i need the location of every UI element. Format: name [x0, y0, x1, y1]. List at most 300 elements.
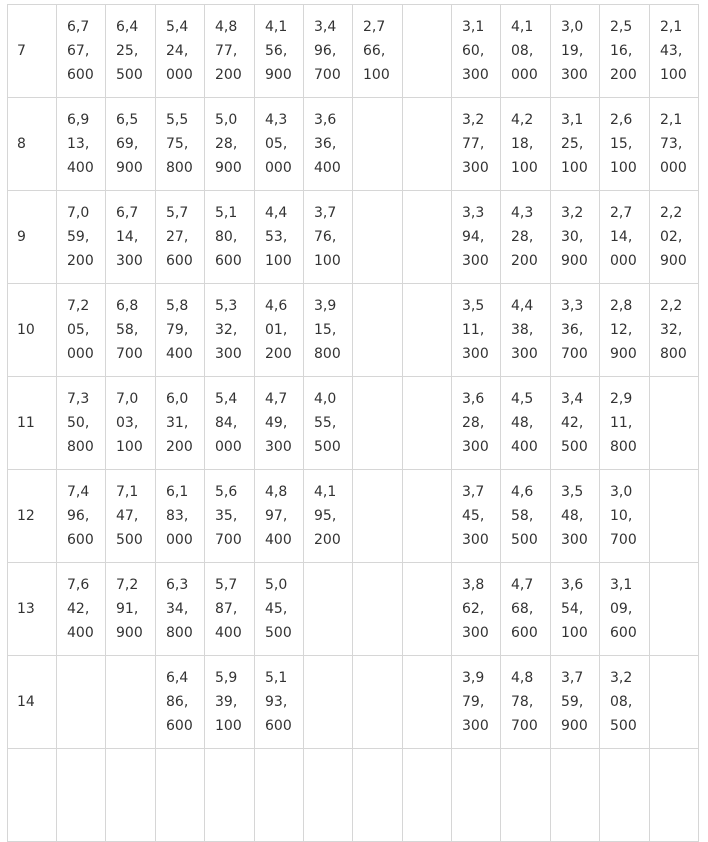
table-cell	[156, 284, 205, 377]
cell-value	[116, 573, 155, 645]
cell-value-line: 400	[67, 160, 94, 176]
table-cell	[600, 656, 650, 749]
cell-value-line: 78,	[511, 694, 534, 710]
cell-value	[265, 201, 303, 273]
cell-value-line: 500	[116, 67, 143, 83]
cell-value-line: 28,	[511, 229, 534, 245]
cell-value-line: 7,2	[67, 298, 90, 314]
cell-value-line: 47,	[116, 508, 139, 524]
row-label: 8	[8, 98, 57, 191]
table-cell	[600, 98, 650, 191]
table-cell	[255, 749, 304, 842]
cell-value	[462, 666, 500, 738]
table-cell	[501, 470, 551, 563]
cell-value-line: 200	[314, 532, 341, 548]
cell-value	[166, 15, 204, 87]
table-cell	[205, 98, 255, 191]
cell-value-line: 200	[610, 67, 637, 83]
cell-value-line: 3,1	[561, 112, 584, 128]
row-label: 10	[8, 284, 57, 377]
cell-value	[561, 15, 599, 87]
cell-value	[215, 480, 254, 552]
cell-value-line: 32,	[660, 322, 683, 338]
table-cell	[551, 5, 600, 98]
cell-value	[314, 480, 352, 552]
cell-value-line: 400	[265, 532, 292, 548]
cell-value-line: 11,	[610, 415, 633, 431]
cell-value-line: 2,9	[610, 391, 633, 407]
cell-value-line: 300	[462, 253, 489, 269]
table-cell	[353, 470, 403, 563]
cell-value	[462, 108, 500, 180]
cell-value-line: 56,	[265, 43, 288, 59]
table-cell	[551, 377, 600, 470]
cell-value	[660, 108, 698, 180]
cell-value	[215, 201, 254, 273]
table-cell	[551, 656, 600, 749]
cell-value-line: 3,5	[462, 298, 485, 314]
cell-value	[660, 15, 698, 87]
cell-value	[511, 201, 550, 273]
table-cell	[255, 656, 304, 749]
cell-value-line: 3,9	[462, 670, 485, 686]
table-cell	[501, 284, 551, 377]
cell-value-line: 45,	[265, 601, 288, 617]
cell-value-line: 300	[265, 439, 292, 455]
cell-value-line: 2,1	[660, 112, 683, 128]
cell-value-line: 6,7	[67, 19, 90, 35]
table-cell	[57, 98, 106, 191]
cell-value-line: 66,	[363, 43, 386, 59]
cell-value	[561, 294, 599, 366]
cell-value-line: 600	[511, 625, 538, 641]
cell-value-line: 77,	[462, 136, 485, 152]
table-cell	[650, 5, 699, 98]
cell-value-line: 3,6	[561, 577, 584, 593]
table-cell	[106, 470, 156, 563]
cell-value-line: 900	[265, 67, 292, 83]
cell-value-line: 11,	[462, 322, 485, 338]
table-cell	[650, 191, 699, 284]
table-cell	[255, 191, 304, 284]
cell-value	[363, 15, 402, 87]
table-cell	[106, 284, 156, 377]
cell-value-line: 600	[265, 718, 292, 734]
cell-value-line: 000	[511, 67, 538, 83]
cell-value	[166, 108, 204, 180]
table-cell	[205, 377, 255, 470]
cell-value	[67, 387, 105, 459]
cell-value-line: 25,	[116, 43, 139, 59]
cell-value-line: 53,	[265, 229, 288, 245]
row-label: 13	[8, 563, 57, 656]
cell-value	[561, 387, 599, 459]
table-cell	[353, 656, 403, 749]
cell-value-line: 4,8	[511, 670, 534, 686]
cell-value-line: 28,	[215, 136, 238, 152]
cell-value-line: 5,8	[166, 298, 189, 314]
table-cell	[353, 749, 403, 842]
cell-value	[462, 387, 500, 459]
cell-value-line: 800	[610, 439, 637, 455]
table-cell	[501, 563, 551, 656]
table-row	[8, 98, 699, 191]
cell-value-line: 13,	[67, 136, 90, 152]
cell-value-line: 100	[561, 625, 588, 641]
table-cell	[650, 656, 699, 749]
cell-value-line: 27,	[166, 229, 189, 245]
table-cell	[57, 377, 106, 470]
cell-value-line: 700	[215, 532, 242, 548]
table-cell	[600, 470, 650, 563]
cell-value-line: 58,	[116, 322, 139, 338]
table-cell	[205, 470, 255, 563]
table-cell	[650, 98, 699, 191]
table-cell	[57, 656, 106, 749]
cell-value-line: 4,1	[314, 484, 337, 500]
cell-value-line: 600	[166, 253, 193, 269]
cell-value-line: 3,2	[462, 112, 485, 128]
cell-value-line: 800	[166, 625, 193, 641]
table-cell	[57, 5, 106, 98]
cell-value-line: 79,	[462, 694, 485, 710]
cell-value-line: 3,3	[462, 205, 485, 221]
cell-value-line: 5,7	[166, 205, 189, 221]
cell-value-line: 24,	[166, 43, 189, 59]
cell-value	[314, 108, 352, 180]
table-cell	[205, 191, 255, 284]
table-cell	[501, 377, 551, 470]
cell-value-line: 75,	[166, 136, 189, 152]
table-cell	[403, 563, 452, 656]
cell-value-line: 600	[610, 625, 637, 641]
table-cell	[353, 377, 403, 470]
cell-value-line: 36,	[561, 322, 584, 338]
table-cell	[452, 377, 501, 470]
cell-value-line: 3,3	[561, 298, 584, 314]
cell-value-line: 400	[67, 625, 94, 641]
cell-value-line: 400	[166, 346, 193, 362]
cell-value-line: 6,9	[67, 112, 90, 128]
cell-value-line: 100	[610, 160, 637, 176]
cell-value-line: 5,4	[166, 19, 189, 35]
cell-value	[314, 387, 352, 459]
cell-value-line: 50,	[67, 415, 90, 431]
cell-value-line: 36,	[314, 136, 337, 152]
table-cell	[650, 284, 699, 377]
cell-value-line: 500	[265, 625, 292, 641]
cell-value-line: 900	[116, 160, 143, 176]
cell-value-line: 60,	[462, 43, 485, 59]
cell-value	[67, 15, 105, 87]
cell-value	[166, 666, 204, 738]
table-cell	[156, 749, 205, 842]
table-row	[8, 191, 699, 284]
cell-value-line: 700	[314, 67, 341, 83]
cell-value-line: 100	[116, 439, 143, 455]
cell-value	[116, 294, 155, 366]
cell-value-line: 500	[561, 439, 588, 455]
cell-value	[610, 573, 649, 645]
cell-value-line: 59,	[561, 694, 584, 710]
cell-value-line: 300	[462, 67, 489, 83]
cell-value	[314, 15, 352, 87]
table-cell	[452, 470, 501, 563]
table-cell	[650, 749, 699, 842]
cell-value-line: 7,1	[116, 484, 139, 500]
cell-value-line: 300	[462, 625, 489, 641]
cell-value-line: 3,9	[314, 298, 337, 314]
cell-value-line: 3,0	[610, 484, 633, 500]
table-cell	[255, 377, 304, 470]
table-cell	[600, 284, 650, 377]
table-cell	[403, 5, 452, 98]
table-cell	[255, 284, 304, 377]
cell-value-line: 900	[561, 718, 588, 734]
cell-value	[265, 573, 303, 645]
cell-value	[561, 573, 599, 645]
cell-value-line: 83,	[166, 508, 189, 524]
cell-value-line: 76,	[314, 229, 337, 245]
cell-value	[610, 201, 649, 273]
cell-value	[265, 15, 303, 87]
cell-value-line: 700	[116, 346, 143, 362]
cell-value-line: 25,	[561, 136, 584, 152]
cell-value-line: 6,8	[116, 298, 139, 314]
cell-value-line: 45,	[462, 508, 485, 524]
cell-value-line: 86,	[166, 694, 189, 710]
cell-value-line: 35,	[215, 508, 238, 524]
cell-value-line: 62,	[462, 601, 485, 617]
cell-value-line: 700	[610, 532, 637, 548]
table-cell	[452, 5, 501, 98]
cell-value-line: 3,7	[462, 484, 485, 500]
table-cell	[650, 563, 699, 656]
cell-value-line: 4,4	[511, 298, 534, 314]
table-cell	[452, 563, 501, 656]
table-cell	[205, 5, 255, 98]
cell-value-line: 100	[660, 67, 687, 83]
table-cell	[600, 5, 650, 98]
table-cell	[353, 191, 403, 284]
cell-value-line: 68,	[511, 601, 534, 617]
table-cell	[452, 749, 501, 842]
table-cell	[106, 5, 156, 98]
table-cell	[304, 656, 353, 749]
cell-value	[561, 666, 599, 738]
cell-value-line: 000	[166, 532, 193, 548]
cell-value-line: 3,6	[462, 391, 485, 407]
cell-value	[215, 387, 254, 459]
table-cell	[304, 191, 353, 284]
cell-value-line: 200	[215, 67, 242, 83]
cell-value-line: 54,	[561, 601, 584, 617]
cell-value-line: 08,	[610, 694, 633, 710]
table-cell	[551, 191, 600, 284]
cell-value-line: 3,2	[561, 205, 584, 221]
cell-value-line: 3,1	[462, 19, 485, 35]
cell-value-line: 500	[116, 532, 143, 548]
table-cell	[551, 470, 600, 563]
cell-value	[67, 294, 105, 366]
table-cell	[452, 98, 501, 191]
table-cell	[156, 470, 205, 563]
cell-value-line: 900	[215, 160, 242, 176]
cell-value-line: 100	[265, 253, 292, 269]
table-cell	[156, 563, 205, 656]
cell-value	[116, 480, 155, 552]
table-cell	[304, 284, 353, 377]
cell-value-line: 4,7	[265, 391, 288, 407]
table-cell	[156, 98, 205, 191]
table-cell	[255, 98, 304, 191]
cell-value	[265, 480, 303, 552]
table-cell	[304, 5, 353, 98]
cell-value-line: 96,	[67, 508, 90, 524]
cell-value-line: 5,4	[215, 391, 238, 407]
cell-value-line: 400	[215, 625, 242, 641]
table-cell	[403, 191, 452, 284]
cell-value-line: 600	[67, 532, 94, 548]
cell-value-line: 300	[462, 718, 489, 734]
cell-value-line: 3,4	[561, 391, 584, 407]
cell-value-line: 14,	[610, 229, 633, 245]
cell-value	[610, 294, 649, 366]
cell-value	[561, 480, 599, 552]
table-cell	[600, 563, 650, 656]
cell-value	[511, 15, 550, 87]
cell-value-line: 7,0	[116, 391, 139, 407]
cell-value-line: 7,0	[67, 205, 90, 221]
cell-value-line: 5,1	[215, 205, 238, 221]
cell-value-line: 7,3	[67, 391, 90, 407]
cell-value-line: 67,	[67, 43, 90, 59]
cell-value-line: 93,	[265, 694, 288, 710]
cell-value	[116, 108, 155, 180]
cell-value-line: 05,	[265, 136, 288, 152]
table-cell	[304, 98, 353, 191]
cell-value	[265, 387, 303, 459]
cell-value-line: 000	[166, 67, 193, 83]
cell-value	[610, 15, 649, 87]
cell-value	[610, 387, 649, 459]
data-table	[7, 4, 699, 842]
cell-value-line: 2,2	[660, 205, 683, 221]
table-cell	[304, 563, 353, 656]
cell-value	[215, 573, 254, 645]
cell-value-line: 000	[265, 160, 292, 176]
table-cell	[650, 377, 699, 470]
cell-value-line: 80,	[215, 229, 238, 245]
row-label: 12	[8, 470, 57, 563]
table-cell	[403, 377, 452, 470]
table-cell	[106, 656, 156, 749]
cell-value-line: 4,7	[511, 577, 534, 593]
cell-value-line: 12,	[610, 322, 633, 338]
cell-value-line: 95,	[314, 508, 337, 524]
cell-value-line: 58,	[511, 508, 534, 524]
table-cell	[304, 470, 353, 563]
cell-value	[265, 108, 303, 180]
table-cell	[551, 284, 600, 377]
table-cell	[353, 284, 403, 377]
cell-value	[511, 294, 550, 366]
table-cell	[205, 656, 255, 749]
cell-value-line: 300	[511, 346, 538, 362]
cell-value-line: 3,7	[561, 670, 584, 686]
row-label: 11	[8, 377, 57, 470]
table-cell	[551, 98, 600, 191]
table-cell	[156, 377, 205, 470]
table-cell	[304, 749, 353, 842]
cell-value-line: 5,3	[215, 298, 238, 314]
cell-value	[215, 294, 254, 366]
table-cell	[57, 749, 106, 842]
table-cell	[650, 470, 699, 563]
cell-value-line: 84,	[215, 415, 238, 431]
cell-value-line: 300	[561, 532, 588, 548]
table-cell	[501, 5, 551, 98]
table-cell	[156, 5, 205, 98]
cell-value-line: 5,1	[265, 670, 288, 686]
cell-value-line: 500	[511, 532, 538, 548]
cell-value-line: 73,	[660, 136, 683, 152]
cell-value	[610, 108, 649, 180]
cell-value	[166, 480, 204, 552]
cell-value-line: 6,3	[166, 577, 189, 593]
cell-value	[67, 480, 105, 552]
cell-value-line: 18,	[511, 136, 534, 152]
cell-value-line: 2,2	[660, 298, 683, 314]
table-row	[8, 470, 699, 563]
cell-value-line: 600	[166, 718, 193, 734]
cell-value	[511, 480, 550, 552]
cell-value-line: 300	[462, 346, 489, 362]
cell-value-line: 5,7	[215, 577, 238, 593]
cell-value-line: 02,	[660, 229, 683, 245]
cell-value	[511, 108, 550, 180]
table-cell	[551, 563, 600, 656]
cell-value-line: 5,5	[166, 112, 189, 128]
table-cell	[106, 563, 156, 656]
cell-value-line: 09,	[610, 601, 633, 617]
cell-value	[67, 573, 105, 645]
cell-value	[215, 15, 254, 87]
cell-value-line: 15,	[610, 136, 633, 152]
cell-value	[166, 573, 204, 645]
row-label: 14	[8, 656, 57, 749]
cell-value-line: 59,	[67, 229, 90, 245]
table-cell	[156, 191, 205, 284]
cell-value-line: 000	[660, 160, 687, 176]
table-cell	[452, 191, 501, 284]
cell-value	[116, 201, 155, 273]
table-cell	[403, 470, 452, 563]
cell-value-line: 2,8	[610, 298, 633, 314]
cell-value	[116, 387, 155, 459]
cell-value-line: 4,8	[265, 484, 288, 500]
cell-value-line: 7,4	[67, 484, 90, 500]
cell-value	[462, 573, 500, 645]
table-body	[8, 5, 699, 842]
cell-value-line: 200	[511, 253, 538, 269]
table-cell	[255, 563, 304, 656]
cell-value	[265, 294, 303, 366]
cell-value-line: 5,6	[215, 484, 238, 500]
cell-value-line: 10,	[610, 508, 633, 524]
table-cell	[403, 284, 452, 377]
cell-value	[561, 201, 599, 273]
